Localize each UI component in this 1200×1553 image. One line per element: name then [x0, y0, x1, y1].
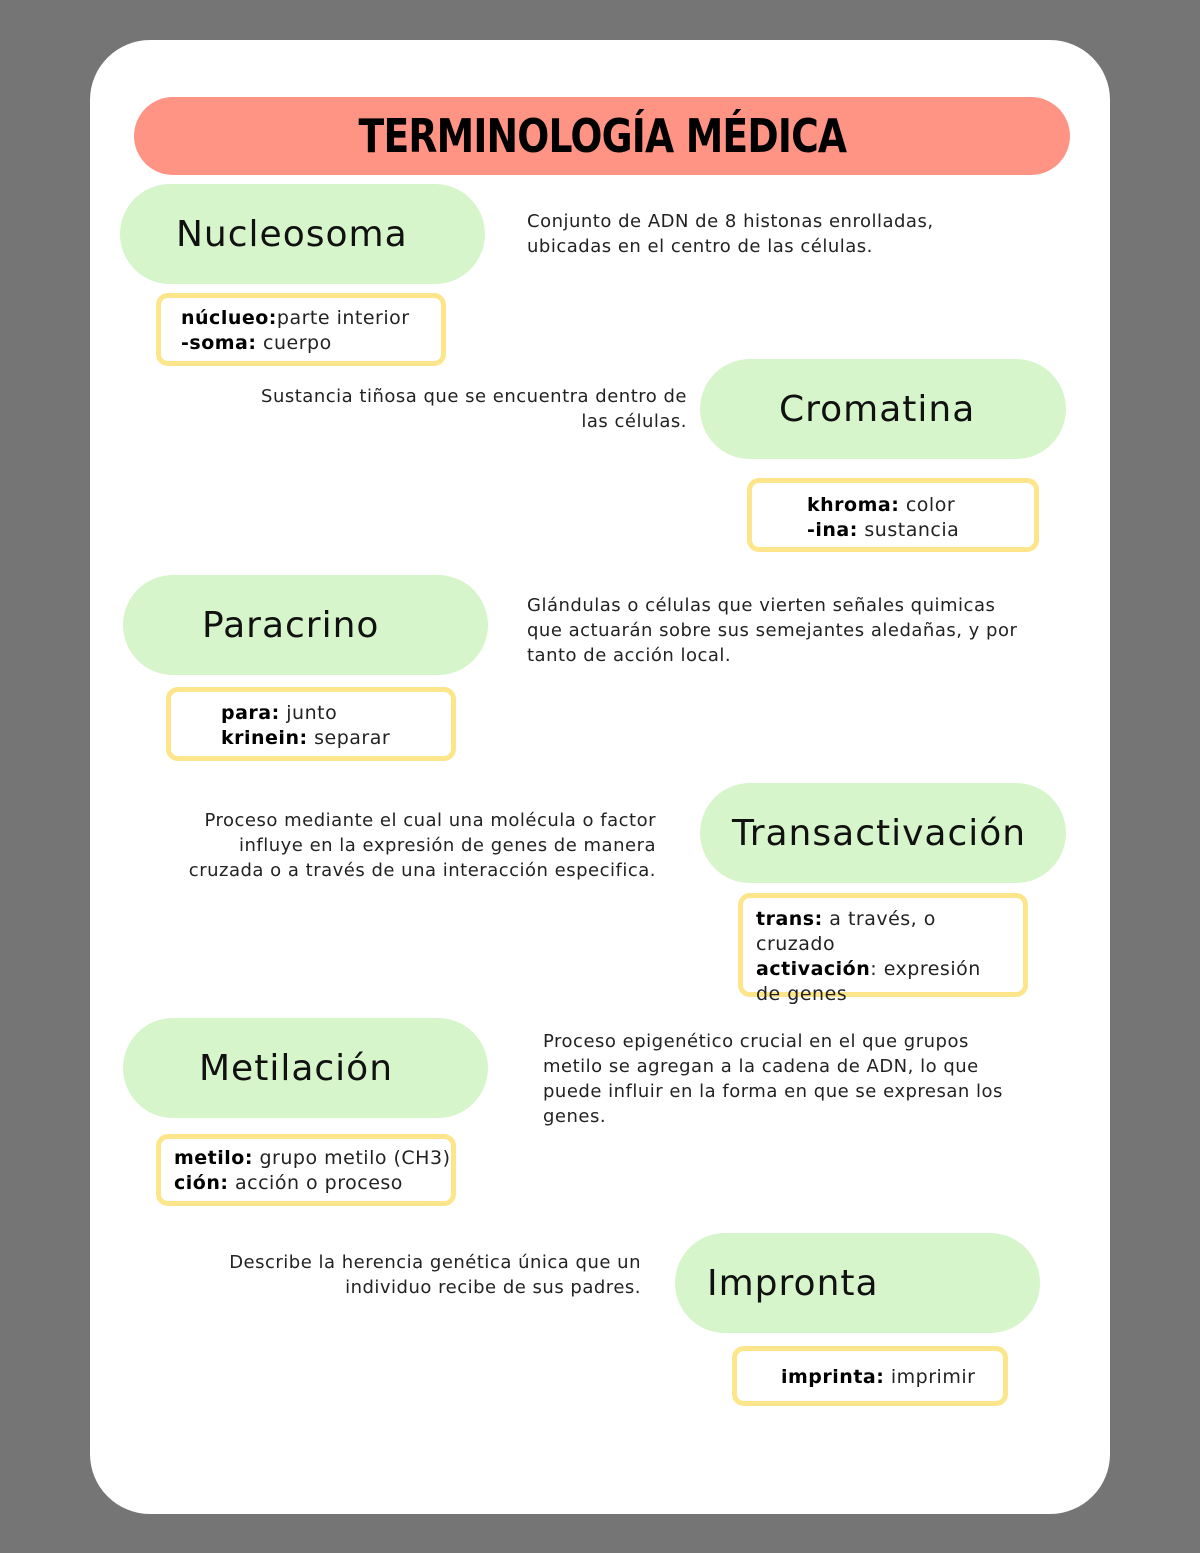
etymology-line: para: junto — [221, 702, 338, 724]
etymology-box — [156, 293, 446, 366]
term-name: Impronta — [707, 1262, 879, 1304]
etymology-box — [738, 893, 1028, 1005]
term-pill-nucleosoma — [120, 184, 485, 284]
term-definition: Describe la herencia genética única que un individuo recibe de sus padres. — [229, 1252, 641, 1298]
etymology-line: activación: expresión de genes — [756, 958, 981, 1005]
term-name: Cromatina — [779, 388, 976, 430]
term-definition: Proceso epigenético crucial en el que grupos metilo se agregan a la cadena de ADN, lo que puede influir en la forma en que se expresan los genes. — [543, 1031, 1003, 1127]
term-definition: Conjunto de ADN de 8 histonas enrolladas, ubicadas en el centro de las células. — [527, 211, 934, 257]
etymology-box — [732, 1346, 1008, 1406]
page-title: TERMINOLOGÍA MÉDICA — [358, 109, 846, 163]
term-name: Nucleosoma — [176, 213, 408, 255]
term-name: Paracrino — [202, 604, 380, 646]
term-name: Metilación — [199, 1047, 394, 1089]
etymology-line: krinein: separar — [221, 727, 391, 749]
etymology-line: trans: a través, o cruzado — [756, 908, 936, 955]
term-pill-cromatina — [700, 359, 1066, 459]
etymology-box — [156, 1134, 456, 1206]
etymology-line: -soma: cuerpo — [181, 332, 332, 354]
title-banner — [134, 97, 1070, 175]
term-definition: Sustancia tiñosa que se encuentra dentro de las células. — [261, 386, 687, 432]
term-pill-transactivacion — [700, 783, 1066, 883]
etymology-line: ción: acción o proceso — [174, 1172, 403, 1194]
etymology-line: khroma: color — [807, 494, 956, 516]
term-pill-metilacion — [123, 1018, 488, 1118]
term-definition: Glándulas o células que vierten señales quimicas que actuarán sobre sus semejantes aledañas, y por tanto de acción local. — [527, 595, 1018, 666]
term-definition: Proceso mediante el cual una molécula o factor influye en la expresión de genes de manera cruzada o a través de una interacción especifica. — [188, 810, 656, 881]
etymology-box — [747, 478, 1039, 552]
etymology-line: imprinta: imprimir — [781, 1366, 976, 1388]
etymology-box — [166, 687, 456, 761]
term-pill-impronta — [675, 1233, 1040, 1333]
etymology-line: núclueo:parte interior — [181, 307, 410, 329]
term-name: Transactivación — [732, 812, 1027, 854]
etymology-line: metilo: grupo metilo (CH3) — [174, 1147, 451, 1169]
term-pill-paracrino — [123, 575, 488, 675]
etymology-line: -ina: sustancia — [807, 519, 960, 541]
